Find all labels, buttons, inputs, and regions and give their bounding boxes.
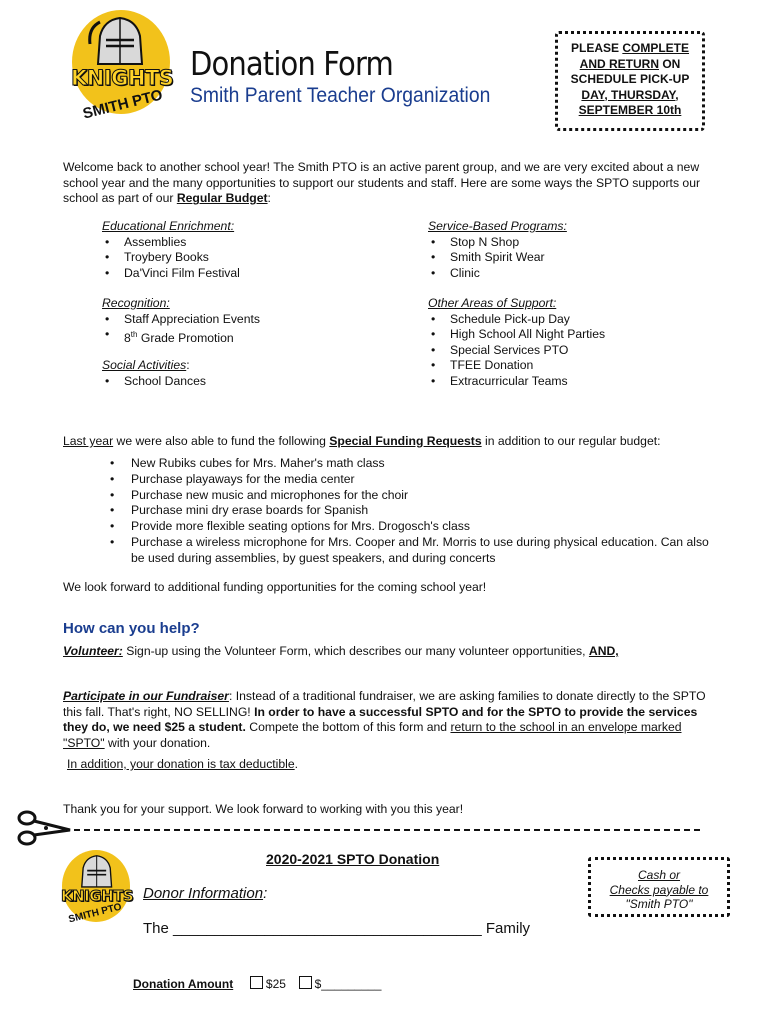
notice-text: PLEASE: [570, 41, 623, 55]
family-prefix: The: [143, 920, 169, 937]
fundraiser-paragraph: [63, 689, 713, 751]
list-item: • Purchase new music and microphones for the choir: [110, 488, 710, 504]
list-item: • Clinic: [428, 266, 728, 282]
section-heading-colon: :: [186, 358, 190, 372]
and-label: AND,: [588, 644, 619, 658]
cash-checks-box: [588, 857, 730, 917]
section-heading: Social Activities: [102, 358, 187, 372]
slip-title-text: 2020-2021 SPTO Donation: [266, 851, 440, 867]
fundraiser-text: Compete the bottom of this form and: [245, 720, 451, 735]
list-item: [102, 327, 402, 347]
slip-title: [266, 851, 439, 867]
section-heading: Educational Enrichment:: [102, 219, 235, 233]
return-notice-box: [555, 31, 705, 131]
knight-helmet-icon: [88, 14, 150, 70]
logo-ring-text: SMITH PTO: [67, 901, 123, 926]
family-name-field[interactable]: [143, 920, 530, 937]
notice-text: DAY, THURSDAY,: [581, 87, 679, 102]
fundraiser-underlined-text: return to the school in an envelope marked "SPTO": [63, 720, 682, 750]
fundraiser-bold-text: In order to have a successful SPTO and for the SPTO to provide the services they do, we need $25 a student.: [63, 704, 698, 735]
how-help-heading: How can you help?: [63, 620, 200, 637]
social-activities-section: [102, 358, 402, 389]
list-item: • TFEE Donation: [428, 358, 728, 374]
tax-text: In addition, your donation is tax deductible: [67, 757, 295, 771]
list-item: • Purchase a wireless microphone for Mrs. Cooper and Mr. Morris to use during physical education. Can also be used during assemblies, by guest speakers, and during concerts: [110, 535, 710, 567]
list-item: • Assemblies: [102, 235, 402, 251]
superscript: th: [130, 330, 138, 340]
tax-text: .: [294, 757, 299, 771]
notice-text: SEPTEMBER 10th: [578, 103, 682, 117]
special-funding-intro: [63, 434, 713, 450]
other-amount-blank[interactable]: _________: [321, 977, 382, 991]
tax-deductible-note: [67, 757, 717, 773]
list-item: • Staff Appreciation Events: [102, 312, 402, 328]
page-subtitle: Smith Parent Teacher Organization: [190, 84, 491, 107]
notice-text: ON: [659, 56, 681, 71]
logo-word: KNIGHTS: [61, 887, 134, 905]
donor-info-label: [143, 885, 267, 902]
fundraiser-text: :: [228, 689, 233, 703]
list-item: • Da'Vinci Film Festival: [102, 266, 402, 282]
fundraiser-text: Instead of a traditional fundraiser, we are asking families to donate directly to the SPTO this fall. That's right, NO SELLING!: [63, 689, 706, 719]
list-item: • Troybery Books: [102, 250, 402, 266]
checkbox-25[interactable]: [250, 976, 263, 989]
service-programs-section: [428, 219, 728, 281]
family-suffix: Family: [485, 920, 531, 937]
fundraiser-label: Participate in our Fundraiser: [63, 689, 229, 703]
cash-text: Cash or: [637, 868, 681, 882]
family-name-blank[interactable]: _____________________________________: [173, 920, 482, 937]
thanks-text: Thank you for your support. We look forward to working with you this year!: [63, 802, 464, 816]
donor-info-colon: :: [263, 885, 268, 902]
logo-word: KNIGHTS: [71, 66, 174, 90]
special-text: in addition to our regular budget:: [481, 434, 661, 448]
section-heading: Other Areas of Support:: [428, 296, 557, 310]
page-title: Donation Form: [190, 44, 393, 83]
list-item: • School Dances: [102, 374, 402, 390]
list-item: • Purchase mini dry erase boards for Spanish: [110, 503, 710, 519]
donation-amount-row: [133, 976, 381, 991]
regular-budget-label: Regular Budget: [176, 191, 268, 206]
special-text: Last year: [63, 434, 114, 448]
intro-text: :: [267, 191, 271, 206]
volunteer-label: Volunteer:: [63, 644, 123, 658]
list-item: • Purchase playaways for the media center: [110, 472, 710, 488]
section-heading: Service-Based Programs:: [428, 219, 567, 233]
intro-paragraph: [63, 160, 713, 207]
volunteer-paragraph: [63, 644, 713, 660]
notice-text: COMPLETE: [622, 41, 690, 55]
list-item: • Schedule Pick-up Day: [428, 312, 728, 328]
list-item-text: Grade Promotion: [137, 331, 234, 346]
cut-line: [64, 829, 700, 831]
special-text: we were also able to fund the following: [113, 434, 330, 448]
list-item: • Provide more flexible seating options for Mrs. Drogosch's class: [110, 519, 710, 535]
scissors-icon: [16, 810, 72, 846]
list-item: • Stop N Shop: [428, 235, 728, 251]
educational-enrichment-section: [102, 219, 402, 281]
knights-logo: [68, 10, 172, 128]
donor-info-text: Donor Information: [143, 885, 264, 902]
special-funding-list: [110, 456, 710, 567]
list-item: • New Rubiks cubes for Mrs. Maher's math class: [110, 456, 710, 472]
recognition-section: [102, 296, 402, 347]
donation-amount-label: Donation Amount: [133, 977, 234, 991]
logo-ring-text: SMITH PTO: [81, 86, 165, 123]
cash-text: "Smith PTO": [625, 897, 693, 911]
volunteer-text: Sign-up using the Volunteer Form, which describes our many volunteer opportunities,: [122, 644, 589, 658]
option-other-label: $: [314, 977, 322, 991]
slip-logo: [60, 850, 132, 930]
section-heading: Recognition:: [102, 296, 170, 310]
list-item-text: 8: [124, 331, 131, 346]
knight-helmet-icon: [75, 853, 117, 891]
fundraiser-text: with your donation.: [104, 735, 211, 750]
checkbox-other-amount[interactable]: [299, 976, 312, 989]
notice-text: SCHEDULE PICK-UP: [570, 72, 690, 86]
list-item: • Extracurricular Teams: [428, 374, 728, 390]
option-25-label: $25: [265, 977, 286, 991]
list-item: • High School All Night Parties: [428, 327, 728, 343]
notice-text: AND RETURN: [579, 56, 659, 71]
list-item: • Special Services PTO: [428, 343, 728, 359]
other-support-section: [428, 296, 728, 390]
intro-text: Welcome back to another school year! The Smith PTO is an active parent group, and we are very excited about a new school year and the many opportunities to support our students and staff. Here are some ways the SPTO supports our school as part of our: [63, 160, 701, 206]
cash-text: Checks payable to: [609, 882, 709, 897]
special-funding-label: Special Funding Requests: [329, 434, 482, 448]
forward-text: We look forward to additional funding opportunities for the coming school year!: [63, 580, 487, 594]
list-item: • Smith Spirit Wear: [428, 250, 728, 266]
